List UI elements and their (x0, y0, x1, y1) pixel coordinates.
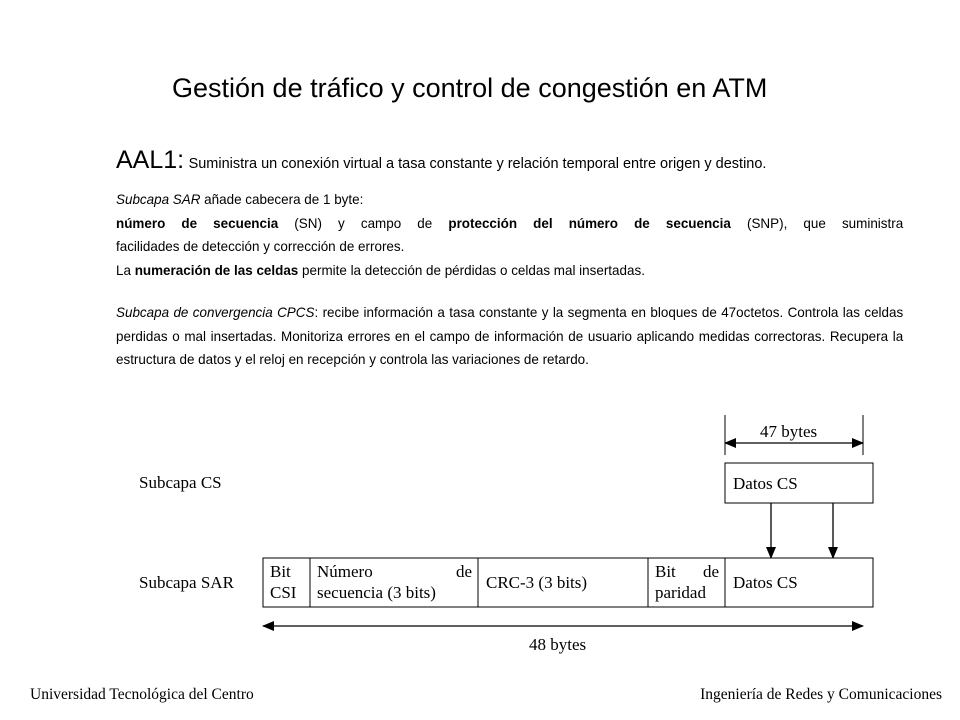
aal1-structure-diagram (0, 410, 960, 660)
cell-numbering-term: numeración de las celdas (134, 261, 299, 278)
seq-number-line2: secuencia (3 bits) (317, 583, 436, 602)
aal1-heading (116, 146, 766, 175)
seq-number-line1b: de (455, 562, 472, 581)
seq-number-line1a: Número (317, 562, 373, 581)
footer-university: Universidad Tecnológica del Centro (30, 686, 254, 703)
sar-layer-label: Subcapa SAR (139, 573, 234, 592)
sar-paragraph (116, 188, 903, 282)
sar-line-4 (116, 259, 903, 283)
sar-line-4-pre: La (116, 261, 135, 278)
cs-data-label: Datos CS (733, 474, 798, 493)
sar-term: Subcapa SAR (116, 191, 201, 207)
bit-csi-line1: Bit (270, 562, 291, 581)
aal1-term: AAL1: (116, 146, 185, 174)
crc-field: CRC-3 (3 bits) (486, 573, 588, 592)
cpcs-text: : recibe información a tasa constante y la segmenta en bloques de 47octetos. Controla las celdas perdidas o mal insertadas. Monitoriza errores en el campo de información de usuario aplicando medidas correctoras. Recupera la estructura de datos y el reloj en recepción y controla las variaciones de retardo. (116, 304, 904, 367)
parity-line2: paridad (655, 583, 706, 602)
sar-data-field: Datos CS (733, 573, 798, 592)
bottom-span-label: 48 bytes (529, 635, 587, 654)
footer-course: Ingeniería de Redes y Comunicaciones (700, 686, 942, 703)
bit-csi-line2: CSI (270, 583, 297, 602)
aal1-description: Suministra un conexión virtual a tasa constante y relación temporal entre origen y destino. (188, 156, 767, 172)
sar-line-4-text: permite la detección de pérdidas o celdas mal insertadas. (298, 261, 645, 278)
cs-layer-label: Subcapa CS (139, 473, 222, 492)
cpcs-term: Subcapa de convergencia CPCS (116, 304, 315, 320)
sar-line-1 (116, 188, 903, 212)
page-title: Gestión de tráfico y control de congestión en ATM (172, 73, 768, 103)
sar-line-1-text: añade cabecera de 1 byte: (200, 191, 364, 207)
sn-term: número de secuencia (116, 214, 279, 231)
parity-line1b: de (702, 562, 719, 581)
sar-line-3: facilidades de detección y corrección de errores. (116, 238, 405, 254)
sar-line-2-text-a: (SN) y campo de (278, 214, 449, 231)
snp-term: protección del número de secuencia (448, 214, 731, 231)
sar-line-2-text-b: (SNP), que suministra (730, 214, 904, 231)
top-span-label: 47 bytes (760, 422, 818, 441)
sar-line-2 (116, 212, 903, 236)
parity-line1a: Bit (655, 562, 676, 581)
cpcs-paragraph (116, 301, 903, 372)
